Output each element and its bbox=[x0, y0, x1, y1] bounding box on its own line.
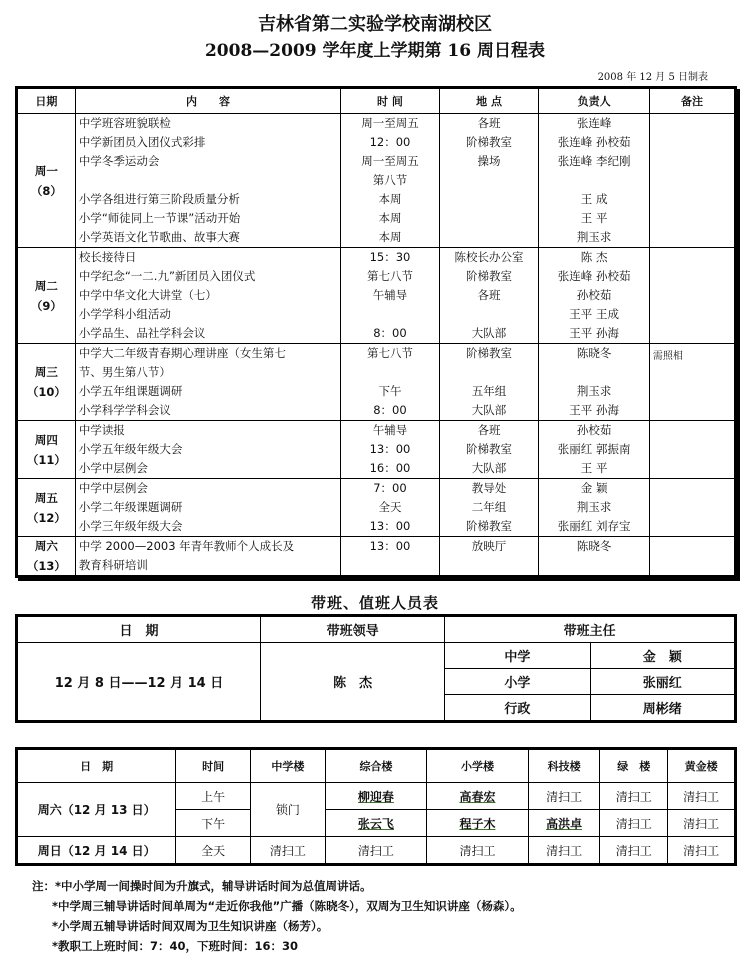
weekend-duty-table bbox=[15, 747, 737, 866]
place-line bbox=[443, 228, 536, 247]
time-line: 周一至周五 bbox=[361, 154, 419, 168]
duty-title: 带班、值班人员表 bbox=[310, 594, 439, 612]
person-line: 陈晓冬 bbox=[576, 346, 612, 360]
weekend-col-lv: 绿 楼 bbox=[600, 749, 668, 783]
content-line: 中学冬季运动会 bbox=[78, 154, 160, 168]
sat-pm-zonghe-text: 张云飞 bbox=[357, 816, 394, 831]
time-cell bbox=[341, 479, 440, 537]
content-line: 中学大二年级青春期心理讲座（女生第七 bbox=[78, 346, 286, 360]
time-line: 本周 bbox=[378, 192, 402, 206]
content-line: 中学中华文化大讲堂（七） bbox=[78, 288, 217, 302]
day-cell bbox=[17, 344, 76, 421]
person-line: 孙校茹 bbox=[576, 423, 612, 437]
duty-header-row bbox=[17, 616, 736, 643]
person-line: 金 颖 bbox=[580, 481, 608, 495]
place-line: 大队部 bbox=[471, 403, 507, 417]
place-line: 教导处 bbox=[471, 481, 507, 495]
weekly-schedule-table bbox=[15, 86, 737, 578]
weekend-row-sun bbox=[17, 837, 736, 865]
time-cell bbox=[341, 114, 440, 248]
sat-pm-xiaoxue-text: 程子木 bbox=[459, 816, 496, 831]
sun-xiaoxue: 清扫工 bbox=[427, 837, 529, 865]
time-line: 周一至周五 bbox=[361, 116, 419, 130]
time-line: 第七八节 bbox=[366, 346, 413, 360]
sun-zhongxue: 清扫工 bbox=[251, 837, 326, 865]
time-line: 8：00 bbox=[373, 403, 407, 417]
sat-am-lv: 清扫工 bbox=[600, 783, 668, 810]
time-line bbox=[344, 556, 436, 575]
place-cell bbox=[439, 537, 539, 577]
person-cell bbox=[539, 114, 650, 248]
person-line: 张连峰 bbox=[576, 116, 612, 130]
content-cell bbox=[75, 344, 340, 421]
sat-zhongxue: 锁门 bbox=[251, 783, 326, 837]
person-cell bbox=[539, 537, 650, 577]
place-line: 大队部 bbox=[471, 461, 507, 475]
place-line bbox=[443, 305, 536, 324]
duty-name: 张丽红 bbox=[590, 669, 735, 695]
duty-name: 金 颖 bbox=[590, 643, 735, 669]
duty-table bbox=[15, 614, 737, 723]
person-cell bbox=[539, 479, 650, 537]
time-line: 8：00 bbox=[373, 326, 407, 340]
time-line bbox=[344, 363, 436, 382]
place-line: 阶梯教室 bbox=[466, 346, 513, 360]
content-line: 小学中层例会 bbox=[78, 461, 148, 475]
school-title: 吉林省第二实验学校南湖校区 bbox=[258, 14, 492, 35]
person-line: 张连峰 孙校茹 bbox=[557, 135, 631, 149]
person-line: 张丽红 刘存宝 bbox=[557, 519, 631, 533]
place-line bbox=[443, 209, 536, 228]
time-line: 下午 bbox=[378, 384, 402, 398]
sat-label: 周六（12 月 13 日） bbox=[17, 783, 176, 837]
time-line: 本周 bbox=[378, 230, 402, 244]
content-line: 小学“师徒同上一节课”活动开始 bbox=[78, 211, 241, 225]
content-line: 小学品生、品社学科会议 bbox=[78, 326, 206, 340]
duty-leader: 陈 杰 bbox=[260, 643, 444, 722]
day-label: 周四 bbox=[34, 432, 58, 447]
day-cell bbox=[17, 248, 76, 344]
sat-am-xiaoxue-text: 高春宏 bbox=[459, 789, 496, 804]
duty-dept: 中学 bbox=[445, 643, 590, 669]
place-line: 阶梯教室 bbox=[466, 442, 513, 456]
sat-am-keji: 清扫工 bbox=[528, 783, 600, 810]
person-line: 王平 孙海 bbox=[569, 403, 619, 417]
note-line: *小学周五辅导讲话时间双周为卫生知识讲座（杨芳）。 bbox=[52, 919, 329, 933]
sat-pm-time: 下午 bbox=[176, 810, 251, 837]
schedule-day-row bbox=[17, 479, 736, 537]
place-line bbox=[443, 171, 536, 190]
day-cell bbox=[17, 479, 76, 537]
time-line: 15：30 bbox=[369, 250, 411, 264]
sun-lv: 清扫工 bbox=[600, 837, 668, 865]
person-line: 王 平 bbox=[580, 461, 608, 475]
sun-time: 全天 bbox=[176, 837, 251, 865]
sat-pm-lv: 清扫工 bbox=[600, 810, 668, 837]
day-number: （12） bbox=[26, 510, 66, 525]
person-line: 张连峰 孙校茹 bbox=[557, 269, 631, 283]
duty-col-head: 带班主任 bbox=[445, 616, 736, 643]
day-cell bbox=[17, 537, 76, 577]
day-number: （10） bbox=[26, 385, 66, 399]
day-number: （9） bbox=[30, 298, 62, 313]
schedule-day-row bbox=[17, 248, 736, 344]
sat-am-time: 上午 bbox=[176, 783, 251, 810]
duty-name: 周彬绪 bbox=[590, 695, 735, 722]
col-place: 地 点 bbox=[439, 88, 539, 114]
content-line: 教育科研培训 bbox=[78, 558, 148, 572]
time-line: 第七八节 bbox=[366, 269, 413, 283]
time-cell bbox=[341, 344, 440, 421]
place-cell bbox=[439, 114, 539, 248]
day-label: 周三 bbox=[34, 365, 58, 379]
note-line: *教职工上班时间：7：40，下班时间：16：30 bbox=[52, 939, 299, 953]
content-line: 小学五年组课题调研 bbox=[78, 384, 183, 398]
sun-keji: 清扫工 bbox=[528, 837, 600, 865]
time-line: 12：00 bbox=[369, 135, 411, 149]
content-line: 中学班容班貌联检 bbox=[78, 116, 171, 130]
schedule-day-row bbox=[17, 114, 736, 248]
schedule-title: 2008—2009 学年度上学期第 16 周日程表 bbox=[204, 41, 546, 61]
time-line: 全天 bbox=[378, 500, 402, 514]
weekend-col-huangjin: 黄金楼 bbox=[668, 749, 736, 783]
day-cell bbox=[17, 114, 76, 248]
time-line: 7：00 bbox=[373, 481, 407, 495]
time-cell bbox=[341, 421, 440, 479]
sun-zonghe: 清扫工 bbox=[325, 837, 427, 865]
note-cell bbox=[649, 421, 735, 479]
place-line bbox=[443, 363, 536, 382]
note-cell bbox=[649, 479, 735, 537]
note-cell bbox=[649, 537, 735, 577]
place-cell bbox=[439, 344, 539, 421]
day-label: 周六 bbox=[34, 539, 58, 553]
day-label: 周一 bbox=[34, 163, 58, 178]
content-cell bbox=[75, 114, 340, 248]
person-line bbox=[542, 556, 646, 575]
place-line: 阶梯教室 bbox=[466, 519, 513, 533]
person-line: 荆玉求 bbox=[576, 230, 612, 244]
content-line: 小学学科小组活动 bbox=[78, 307, 171, 321]
col-person: 负责人 bbox=[539, 88, 650, 114]
person-line: 王 成 bbox=[580, 192, 608, 206]
weekend-col-time: 时间 bbox=[176, 749, 251, 783]
person-line: 陈 杰 bbox=[580, 250, 608, 264]
col-date: 日期 bbox=[17, 88, 76, 114]
content-line: 校长接待日 bbox=[78, 250, 137, 264]
sat-am-zonghe-text: 柳迎春 bbox=[357, 789, 394, 804]
day-label: 周五 bbox=[34, 490, 58, 505]
weekend-col-zonghe: 综合楼 bbox=[325, 749, 427, 783]
sun-huangjin: 清扫工 bbox=[668, 837, 736, 865]
duty-dept: 行政 bbox=[445, 695, 590, 722]
content-line: 中学读报 bbox=[78, 423, 125, 437]
content-cell bbox=[75, 248, 340, 344]
col-content: 内 容 bbox=[75, 88, 340, 114]
schedule-day-row bbox=[17, 344, 736, 421]
sat-pm-keji-text: 高洪卓 bbox=[546, 816, 583, 831]
content-cell bbox=[75, 479, 340, 537]
sat-am-xiaoxue bbox=[427, 783, 529, 810]
duty-dept: 小学 bbox=[445, 669, 590, 695]
time-line: 13：00 bbox=[369, 519, 411, 533]
content-line bbox=[79, 171, 337, 190]
place-cell bbox=[439, 248, 539, 344]
day-number: （8） bbox=[30, 183, 62, 198]
sat-am-zonghe bbox=[325, 783, 427, 810]
person-line: 荆玉求 bbox=[576, 384, 612, 398]
content-line: 中学 2000—2003 年青年教师个人成长及 bbox=[78, 539, 295, 553]
time-line: 13：00 bbox=[369, 539, 411, 553]
weekend-col-date: 日 期 bbox=[17, 749, 176, 783]
made-date: 2008 年 12 月 5 日制表 bbox=[597, 72, 708, 83]
duty-row bbox=[17, 643, 736, 669]
day-cell bbox=[17, 421, 76, 479]
content-line: 中学纪念“一二.九”新团员入团仪式 bbox=[78, 269, 256, 283]
sat-pm-xiaoxue bbox=[427, 810, 529, 837]
person-line: 王 平 bbox=[580, 211, 608, 225]
content-line: 小学五年级年级大会 bbox=[78, 442, 183, 456]
note-cell bbox=[649, 114, 735, 248]
col-time: 时 间 bbox=[341, 88, 440, 114]
person-line: 张丽红 郭振南 bbox=[557, 442, 631, 456]
weekend-row-sat-am bbox=[17, 783, 736, 810]
content-line: 小学各组进行第三阶段质量分析 bbox=[78, 192, 240, 206]
time-line: 本周 bbox=[378, 211, 402, 225]
weekend-col-zhongxue: 中学楼 bbox=[251, 749, 326, 783]
sat-am-huangjin: 清扫工 bbox=[668, 783, 736, 810]
content-line: 小学三年级年级大会 bbox=[78, 519, 183, 533]
content-line: 中学中层例会 bbox=[78, 481, 148, 495]
weekend-header-row bbox=[17, 749, 736, 783]
note-line: 注：*中小学周一间操时间为升旗式，辅导讲话时间为总值周讲话。 bbox=[32, 879, 372, 893]
person-line: 王平 孙海 bbox=[569, 326, 619, 340]
person-line: 荆玉求 bbox=[576, 500, 612, 514]
person-line: 王平 王成 bbox=[569, 307, 619, 321]
place-line bbox=[443, 190, 536, 209]
person-cell bbox=[539, 344, 650, 421]
content-line: 中学新团员入团仪式彩排 bbox=[78, 135, 206, 149]
person-cell bbox=[539, 421, 650, 479]
content-cell bbox=[75, 537, 340, 577]
person-line bbox=[542, 363, 646, 382]
place-line: 二年组 bbox=[471, 500, 507, 514]
person-line: 孙校茹 bbox=[576, 288, 612, 302]
time-cell bbox=[341, 248, 440, 344]
schedule-day-row bbox=[17, 537, 736, 577]
content-line: 小学二年级课题调研 bbox=[78, 500, 183, 514]
place-line: 各班 bbox=[477, 288, 501, 302]
time-line: 午辅导 bbox=[372, 423, 408, 437]
sat-pm-huangjin: 清扫工 bbox=[668, 810, 736, 837]
place-line bbox=[443, 556, 536, 575]
note-cell: 需照相 bbox=[649, 344, 735, 421]
notes bbox=[32, 876, 522, 956]
note-line: *中学周三辅导讲话时间单周为“走近你我他”广播（陈晓冬），双周为卫生知识讲座（杨森）。 bbox=[52, 899, 522, 913]
day-label: 周二 bbox=[34, 278, 58, 293]
duty-date-range: 12 月 8 日——12 月 14 日 bbox=[17, 643, 261, 722]
place-line: 阶梯教室 bbox=[466, 269, 513, 283]
sun-label: 周日（12 月 14 日） bbox=[17, 837, 176, 865]
content-cell bbox=[75, 421, 340, 479]
place-line: 五年组 bbox=[471, 384, 507, 398]
person-line: 陈晓冬 bbox=[576, 539, 612, 553]
content-line: 节、男生第八节） bbox=[78, 365, 171, 379]
place-line: 放映厅 bbox=[471, 539, 507, 553]
time-line: 16：00 bbox=[369, 461, 411, 475]
person-cell bbox=[539, 248, 650, 344]
time-line bbox=[344, 305, 436, 324]
content-line: 小学科学学科会议 bbox=[78, 403, 171, 417]
col-note: 备注 bbox=[649, 88, 735, 114]
content-line: 小学英语文化节歌曲、故事大赛 bbox=[78, 230, 240, 244]
place-line: 各班 bbox=[477, 423, 501, 437]
place-line: 阶梯教室 bbox=[466, 135, 513, 149]
place-line: 大队部 bbox=[471, 326, 507, 340]
place-line: 陈校长办公室 bbox=[454, 250, 524, 264]
time-line: 第八节 bbox=[372, 173, 408, 187]
day-number: （13） bbox=[26, 559, 66, 573]
duty-col-date: 日 期 bbox=[17, 616, 261, 643]
place-cell bbox=[439, 479, 539, 537]
duty-col-leader: 带班领导 bbox=[260, 616, 444, 643]
person-line bbox=[542, 171, 646, 190]
time-line: 13：00 bbox=[369, 442, 411, 456]
weekend-col-xiaoxue: 小学楼 bbox=[427, 749, 529, 783]
time-line: 午辅导 bbox=[372, 288, 408, 302]
schedule-header-row bbox=[17, 88, 736, 114]
note-cell bbox=[649, 248, 735, 344]
place-line: 各班 bbox=[477, 116, 501, 130]
sat-pm-zonghe bbox=[325, 810, 427, 837]
place-line: 操场 bbox=[477, 154, 501, 168]
place-cell bbox=[439, 421, 539, 479]
schedule-day-row bbox=[17, 421, 736, 479]
sat-pm-keji bbox=[528, 810, 600, 837]
person-line: 张连峰 李纪刚 bbox=[557, 154, 631, 168]
weekend-col-keji: 科技楼 bbox=[528, 749, 600, 783]
time-cell bbox=[341, 537, 440, 577]
day-number: （11） bbox=[26, 452, 66, 467]
